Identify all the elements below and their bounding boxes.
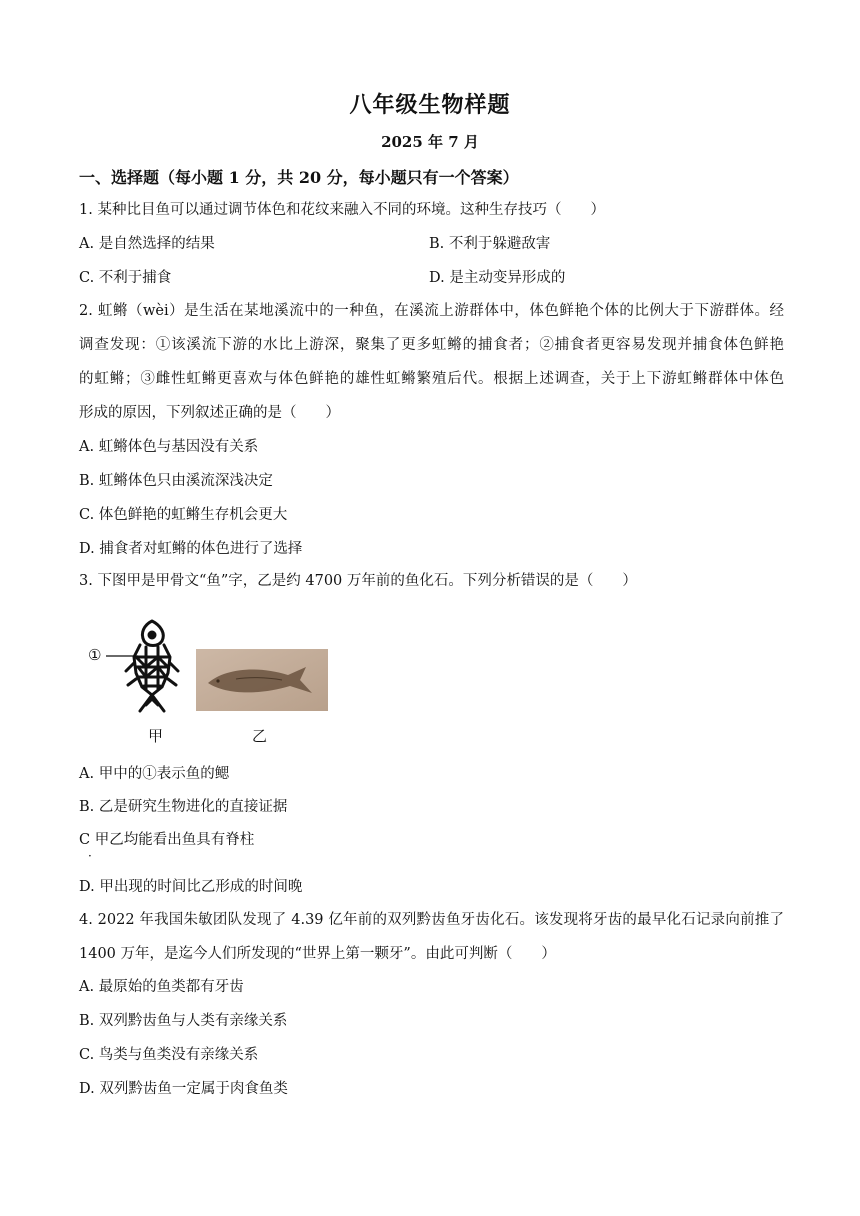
- figure-caption-jia: 甲: [148, 727, 164, 745]
- q2-stem-line-4: 形成的原因，下列叙述正确的是（ ）: [79, 405, 340, 421]
- q4-option-a: A. 最原始的鱼类都有牙齿: [79, 979, 244, 995]
- q1-option-b: B. 不利于躲避敌害: [429, 236, 551, 252]
- fish-fossil-image: [196, 649, 328, 711]
- q1-option-d: D. 是主动变异形成的: [429, 270, 566, 286]
- oracle-bone-fish-character: [88, 615, 198, 715]
- q1-option-a: A. 是自然选择的结果: [79, 236, 215, 252]
- q2-option-d: D. 捕食者对虹鳉的体色进行了选择: [79, 541, 303, 557]
- q2-stem-line-3: 的虹鳉；③雌性虹鳉更喜欢与体色鲜艳的雄性虹鳉繁殖后代。根据上述调查，关于上下游虹鳉群体中体色: [79, 371, 784, 387]
- q3-option-b: B. 乙是研究生物进化的直接证据: [79, 799, 288, 815]
- q2-option-c: C. 体色鲜艳的虹鳉生存机会更大: [79, 507, 288, 523]
- q2-stem-line-1: 2. 虹鳉（wèi）是生活在某地溪流中的一种鱼，在溪流上游群体中，体色鲜艳个体的比例大于下游群体。经: [79, 303, 784, 319]
- section-heading: 一、选择题（每小题 1 分，共 20 分，每小题只有一个答案）: [79, 168, 519, 187]
- q3-stem: 3. 下图甲是甲骨文“鱼”字，乙是约 4700 万年前的鱼化石。下列分析错误的是（ ）: [79, 573, 637, 589]
- q4-option-d: D. 双列黔齿鱼一定属于肉食鱼类: [79, 1081, 288, 1097]
- q2-option-a: A. 虹鳉体色与基因没有关系: [79, 439, 259, 455]
- exam-date: 2025 年 7 月: [381, 133, 479, 151]
- q1-option-c: C. 不利于捕食: [79, 270, 172, 286]
- q2-option-b: B. 虹鳉体色只由溪流深浅决定: [79, 473, 273, 489]
- q2-stem-line-2: 调查发现：①该溪流下游的水比上游深，聚集了更多虹鳉的捕食者；②捕食者更容易发现并捕食体色鲜艳: [79, 337, 784, 353]
- q1-stem: 1. 某种比目鱼可以通过调节体色和花纹来融入不同的环境。这种生存技巧（ ）: [79, 202, 605, 218]
- q4-option-b: B. 双列黔齿鱼与人类有亲缘关系: [79, 1013, 288, 1029]
- q3-figure: [88, 615, 338, 750]
- q3-option-c: C 甲乙均能看出鱼具有脊柱: [79, 832, 255, 848]
- q3-option-a: A. 甲中的①表示鱼的鳃: [79, 766, 230, 782]
- figure-marker-1: ①: [88, 646, 102, 664]
- q4-stem-line-1: 4. 2022 年我国朱敏团队发现了 4.39 亿年前的双列黔齿鱼牙齿化石。该发现将牙齿的最早化石记录向前推了: [79, 912, 784, 928]
- q3-option-d: D. 甲出现的时间比乙形成的时间晚: [79, 879, 303, 895]
- page-title: 八年级生物样题: [349, 92, 511, 118]
- figure-caption-yi: 乙: [252, 727, 268, 745]
- q4-stem-line-2: 1400 万年，是迄今人们所发现的“世界上第一颗牙”。由此可判断（ ）: [79, 946, 556, 962]
- q4-option-c: C. 鸟类与鱼类没有亲缘关系: [79, 1047, 259, 1063]
- dot-mark: ·: [88, 849, 92, 863]
